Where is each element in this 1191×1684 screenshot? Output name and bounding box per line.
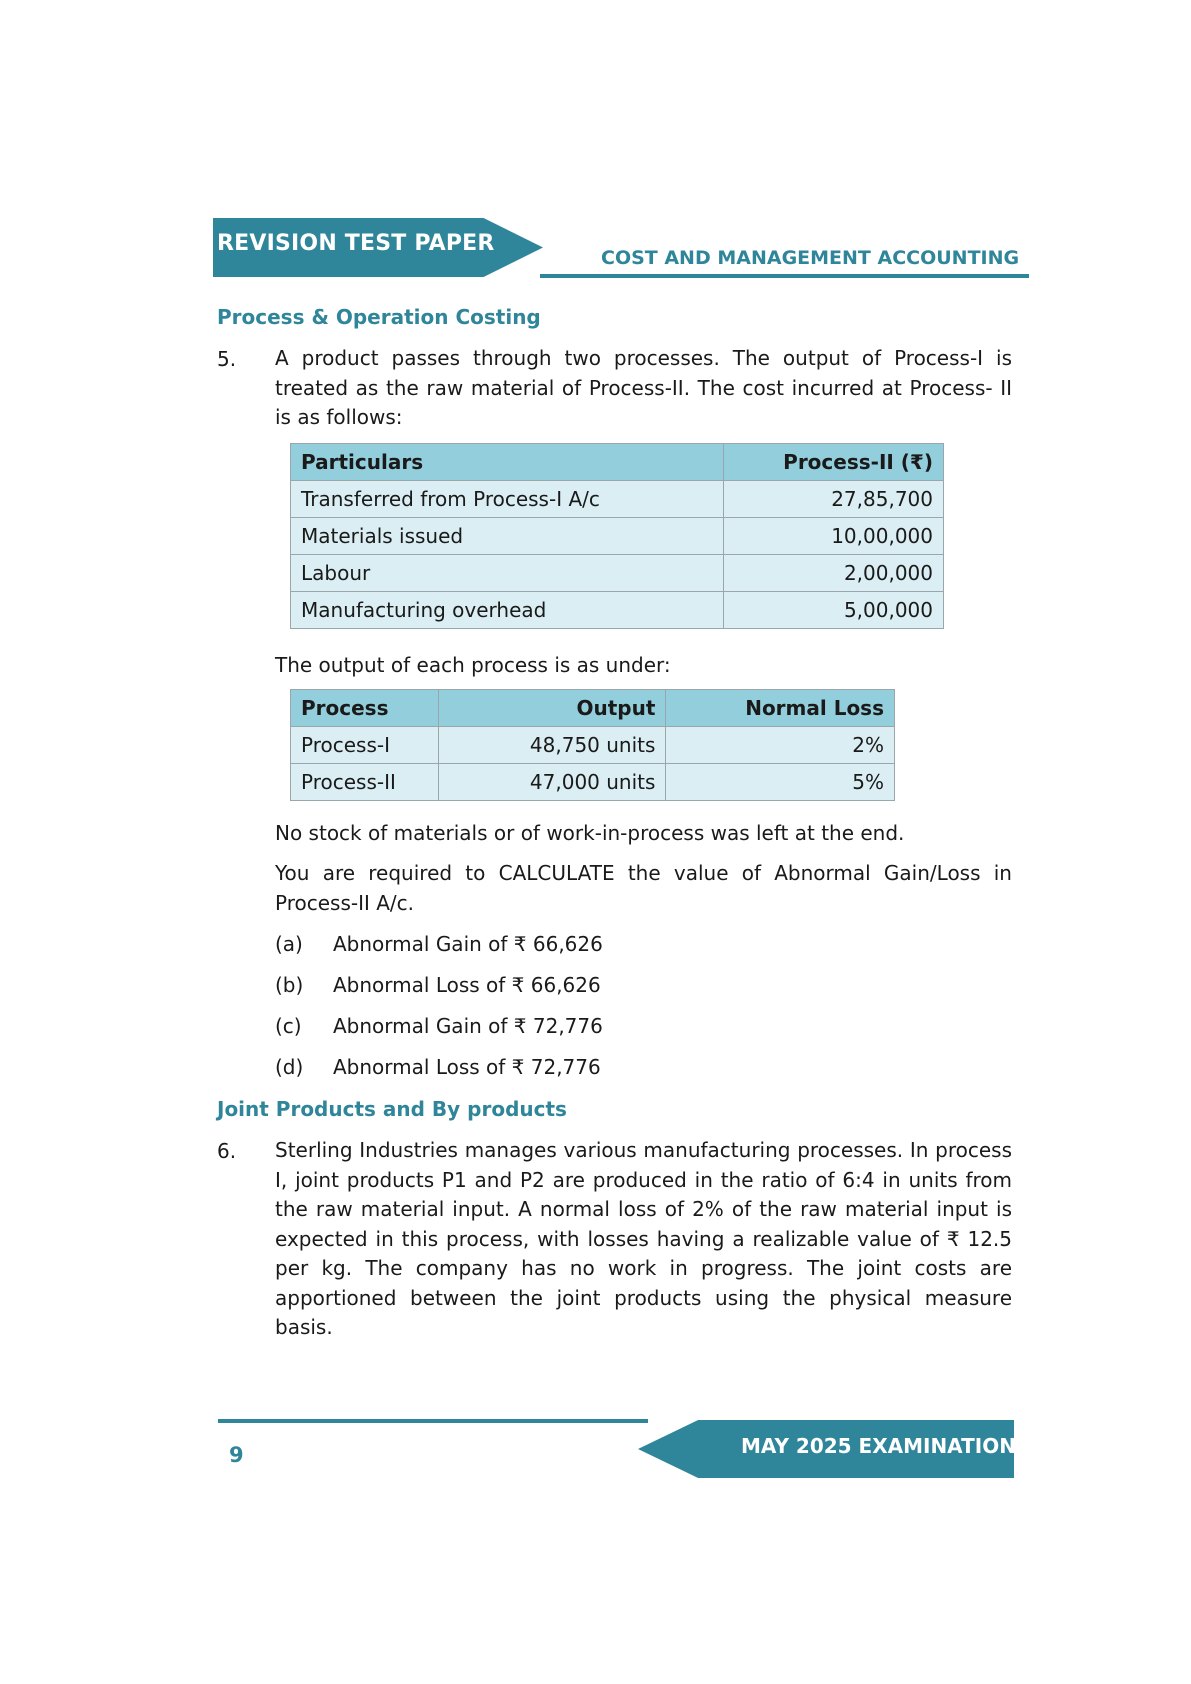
section-heading-joint-products: Joint Products and By products	[217, 1097, 567, 1121]
table-row	[291, 555, 944, 592]
option-d-text: Abnormal Loss of ₹ 72,776	[333, 1055, 601, 1079]
footer-rule	[218, 1419, 648, 1423]
requirement-text: You are required to CALCULATE the value of Abnormal Gain/Loss in Process-II A/c.	[275, 861, 1012, 915]
header-title: REVISION TEST PAPER	[217, 231, 495, 256]
table-header-cell: Process	[291, 690, 439, 727]
table-cell: 5%	[666, 764, 895, 801]
table-cell: Materials issued	[291, 518, 724, 555]
table-cell: Manufacturing overhead	[291, 592, 724, 629]
table-cell: Transferred from Process-I A/c	[291, 481, 724, 518]
header-subject: COST AND MANAGEMENT ACCOUNTING	[601, 247, 1020, 269]
table-cell: 48,750 units	[438, 727, 666, 764]
table-cell: 2,00,000	[724, 555, 944, 592]
table-cell: 2%	[666, 727, 895, 764]
option-c-text: Abnormal Gain of ₹ 72,776	[333, 1014, 603, 1038]
table-row	[291, 518, 944, 555]
option-b-text: Abnormal Loss of ₹ 66,626	[333, 973, 601, 997]
table-header-cell: Particulars	[291, 444, 724, 481]
page-number: 9	[229, 1443, 244, 1467]
table-header-cell: Normal Loss	[666, 690, 895, 727]
table-header-cell: Output	[438, 690, 666, 727]
table-row	[291, 481, 944, 518]
table-row	[291, 764, 895, 801]
table-cell: Process-II	[291, 764, 439, 801]
option-c-label: (c)	[275, 1014, 302, 1038]
process-ii-cost-table	[290, 443, 944, 629]
option-d-label: (d)	[275, 1055, 304, 1079]
footer-exam-label: MAY 2025 EXAMINATION	[741, 1434, 1016, 1458]
question-6-text: Sterling Industries manages various manufacturing processes. In process I, joint products P1 and P2 are produced in the ratio of 6:4 in units from the raw material input. A normal loss of 2% of the raw material input is expected in this process, with losses having a realizable value of ₹ 12.5 per kg. The company has no work in progress. The joint costs are apportioned between the joint products using the physical measure basis.	[275, 1138, 1012, 1339]
table-header-row	[291, 690, 895, 727]
section-heading-process-costing: Process & Operation Costing	[217, 305, 541, 329]
table-cell: 47,000 units	[438, 764, 666, 801]
question-5-text: A product passes through two processes. The output of Process-I is treated as the raw material of Process-II. The cost incurred at Process- II is as follows:	[275, 346, 1012, 429]
table-row	[291, 727, 895, 764]
process-output-table	[290, 689, 895, 801]
table-row	[291, 592, 944, 629]
table-cell: 10,00,000	[724, 518, 944, 555]
question-number-5: 5.	[217, 347, 237, 371]
table-cell: Labour	[291, 555, 724, 592]
option-a-text: Abnormal Gain of ₹ 66,626	[333, 932, 603, 956]
table-cell: 5,00,000	[724, 592, 944, 629]
table-cell: 27,85,700	[724, 481, 944, 518]
table-header-cell: Process-II (₹)	[724, 444, 944, 481]
option-b-label: (b)	[275, 973, 304, 997]
header-rule	[540, 274, 1029, 278]
no-stock-note: No stock of materials or of work-in-process was left at the end.	[275, 821, 905, 845]
option-a-label: (a)	[275, 932, 303, 956]
output-intro: The output of each process is as under:	[275, 653, 671, 677]
question-number-6: 6.	[217, 1139, 237, 1163]
table-header-row	[291, 444, 944, 481]
table-cell: Process-I	[291, 727, 439, 764]
